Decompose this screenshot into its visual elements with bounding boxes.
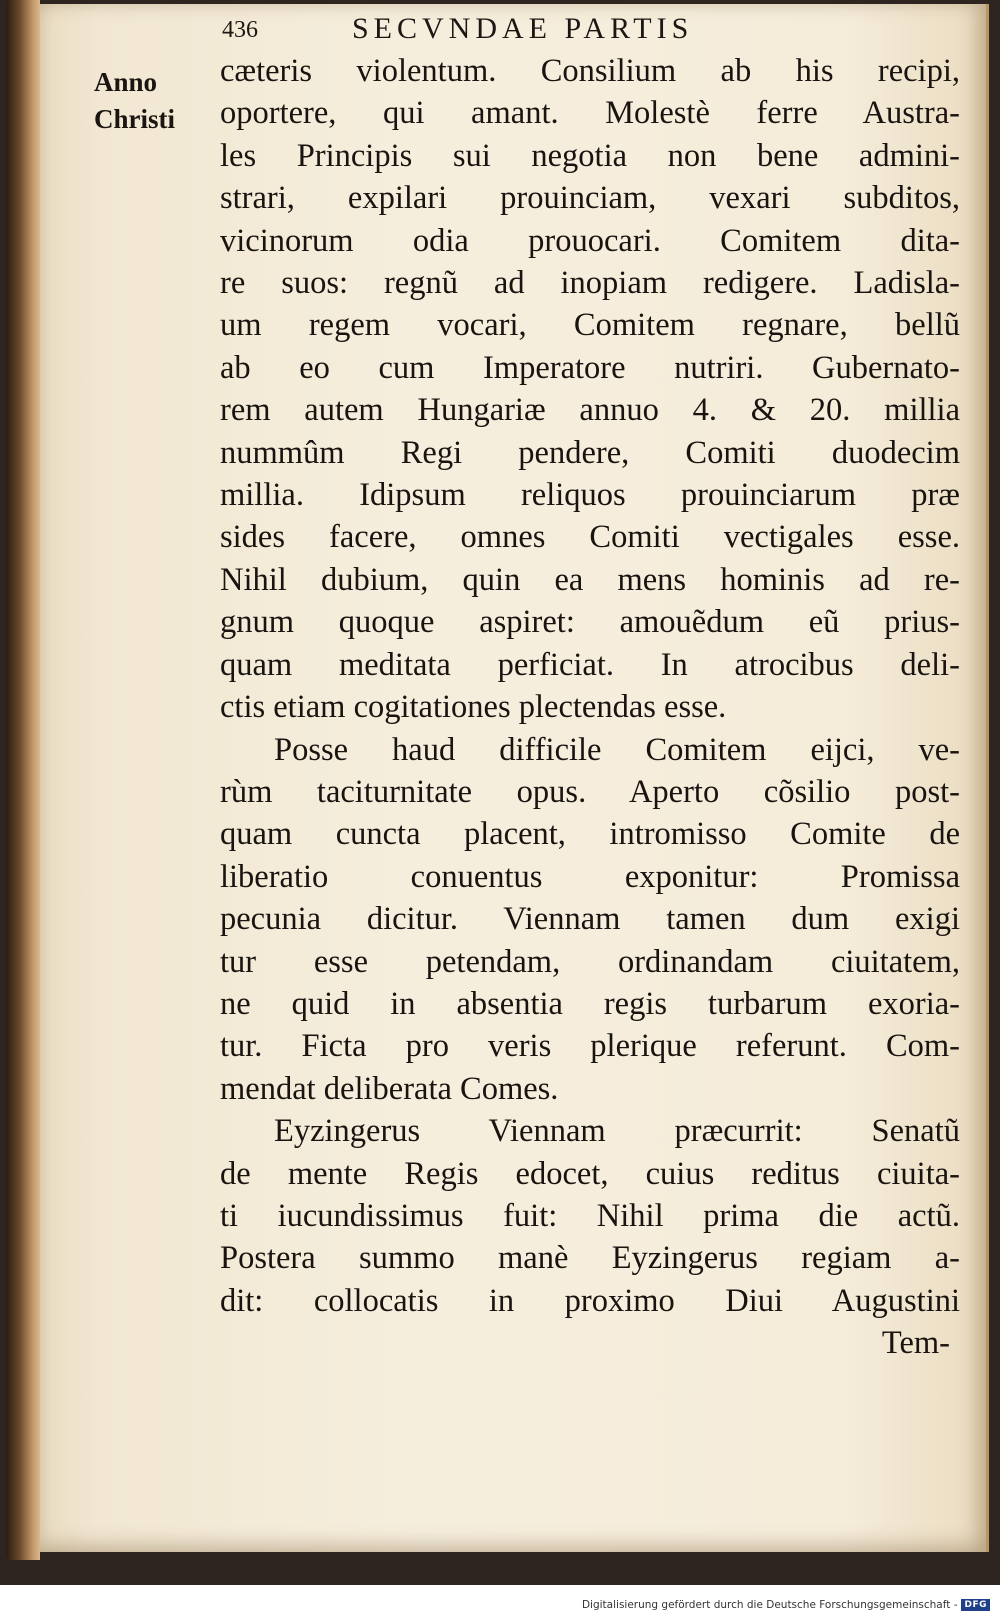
text-line: dit: collocatis in proximo Diui Augustini <box>220 1282 960 1319</box>
text-line: um regem vocari, Comitem regnare, bellũ <box>220 307 960 344</box>
text-line: mendat deliberata Comes. <box>220 1070 559 1107</box>
text-line: quam meditata perficiat. In atrocibus deli- <box>220 646 960 683</box>
running-head-title: SECVNDAE PARTIS <box>352 12 694 45</box>
text-line: oportere, qui amant. Molestè ferre Austra- <box>220 95 960 132</box>
margin-note <box>94 64 175 138</box>
text-line: rem autem Hungariæ annuo 4. & 20. millia <box>220 392 960 429</box>
footer-text: Digitalisierung gefördert durch die Deutsche Forschungsgemeinschaft - <box>581 1599 958 1611</box>
text-line: tur esse petendam, ordinandam ciuitatem, <box>220 943 960 980</box>
text-line: ab eo cum Imperatore nutriri. Gubernato- <box>220 349 960 386</box>
text-line: nummûm Regi pendere, Comiti duodecim <box>220 434 960 471</box>
text-line: rùm taciturnitate opus. Aperto cõsilio post- <box>220 773 960 810</box>
catchword: Tem- <box>881 1325 950 1362</box>
text-line: gnum quoque aspiret: amouẽdum eũ prius- <box>220 604 960 641</box>
text-line: ne quid in absentia regis turbarum exoria- <box>220 985 960 1022</box>
body-text <box>220 50 960 1365</box>
book-page <box>40 4 989 1552</box>
text-line: cæteris violentum. Consilium ab his recipi, <box>220 53 960 89</box>
text-line: les Principis sui negotia non bene admini- <box>220 137 960 174</box>
text-line: quam cuncta placent, intromisso Comite de <box>220 816 960 853</box>
page-number: 436 <box>222 17 258 43</box>
margin-note-line: Christi <box>94 104 175 134</box>
margin-note-line: Anno <box>94 67 158 97</box>
text-line: millia. Idipsum reliquos prouinciarum præ <box>220 477 960 514</box>
text-line: de mente Regis edocet, cuius reditus ciuita- <box>220 1155 960 1192</box>
book-cover-edge <box>6 0 40 1560</box>
paragraph <box>220 729 960 1111</box>
text-line: Postera summo manè Eyzingerus regiam a- <box>220 1240 960 1277</box>
text-line: Eyzingerus Viennam præcurrit: Senatũ <box>274 1113 960 1150</box>
paragraph <box>220 50 960 729</box>
text-line: sides facere, omnes Comiti vectigales esse. <box>220 519 960 556</box>
text-line: ti iucundissimus fuit: Nihil prima die actũ. <box>220 1197 960 1234</box>
text-line: liberatio conuentus exponitur: Promissa <box>220 858 960 895</box>
text-line: pecunia dicitur. Viennam tamen dum exigi <box>220 901 960 938</box>
digitization-footer <box>582 1599 990 1611</box>
text-line: re suos: regnũ ad inopiam redigere. Ladisla- <box>220 265 960 302</box>
paragraph <box>220 1110 960 1322</box>
text-line: strari, expilari prouinciam, vexari subditos, <box>220 180 960 217</box>
text-line: Nihil dubium, quin ea mens hominis ad re- <box>220 561 960 598</box>
text-line: ctis etiam cogitationes plectendas esse. <box>220 689 727 726</box>
text-line: Posse haud difficile Comitem eijci, ve- <box>274 731 960 768</box>
dfg-logo-icon: DFG <box>961 1599 990 1611</box>
text-line: tur. Ficta pro veris plerique referunt. Com- <box>220 1028 960 1065</box>
text-line: vicinorum odia prouocari. Comitem dita- <box>220 222 960 259</box>
